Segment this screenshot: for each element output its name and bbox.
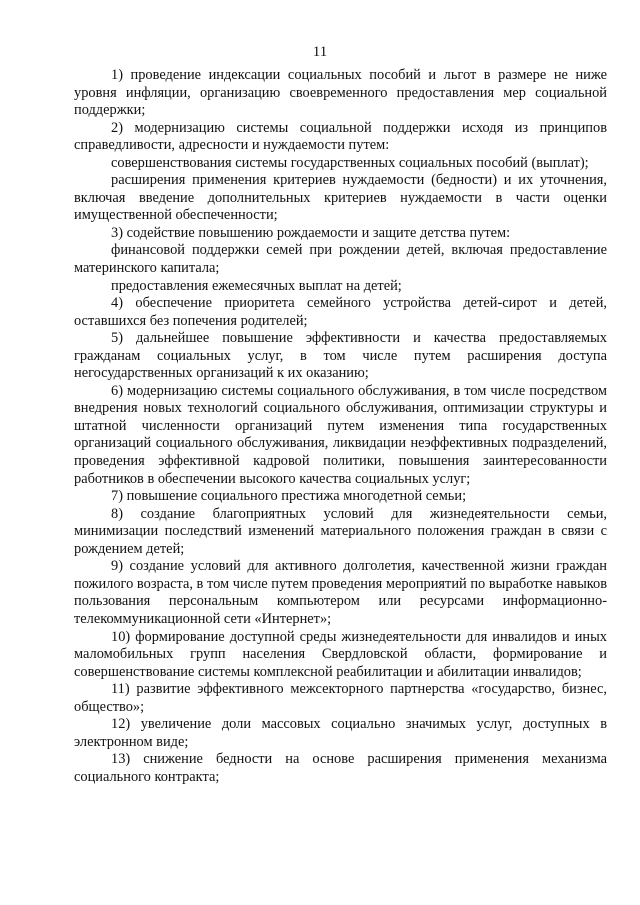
page-number: 11 xyxy=(312,44,328,60)
paragraph-item-12: 12) увеличение доли массовых социально значимых услуг, доступных в электронном виде; xyxy=(74,716,607,750)
paragraph-item-9: 9) создание условий для активного долголетия, качественной жизни граждан пожилого возраста, в том числе путем проведения мероприятий по выработке навыков пользования персональным компьютером или ресурсами информационно-телекоммуникационной сети «Интернет»; xyxy=(74,558,607,627)
paragraph-item-2: 2) модернизацию системы социальной поддержки исходя из принципов справедливости, адресности и нуждаемости путем: xyxy=(74,119,607,154)
paragraph-item-13: 13) снижение бедности на основе расширения применения механизма социального контракта; xyxy=(74,751,607,785)
paragraph-subitem-3a: финансовой поддержки семей при рождении детей, включая предоставление материнского капитала; xyxy=(74,242,607,277)
paragraph-item-5: 5) дальнейшее повышение эффективности и качества предоставляемых гражданам социальных услуг, в том числе путем расширения доступа негосударственных организаций к их оказанию; xyxy=(74,330,607,382)
paragraph-item-10: 10) формирование доступной среды жизнедеятельности для инвалидов и иных маломобильных групп населения Свердловской области, формирование и совершенствование системы комплексной реабилитации и абилитации инвалидов; xyxy=(74,628,607,680)
paragraph-item-8: 8) создание благоприятных условий для жизнедеятельности семьи, минимизации последствий изменений материального положения граждан в связи с рождением детей; xyxy=(74,505,607,557)
document-body xyxy=(74,67,607,786)
paragraph-item-1: 1) проведение индексации социальных пособий и льгот в размере не ниже уровня инфляции, организацию своевременного предоставления мер социальной поддержки; xyxy=(74,67,607,119)
paragraph-subitem-2b: расширения применения критериев нуждаемости (бедности) и их уточнения, включая введение дополнительных критериев нуждаемости в части оценки имущественной обеспеченности; xyxy=(74,172,607,224)
paragraph-subitem-2a: совершенствования системы государственных социальных пособий (выплат); xyxy=(111,154,589,171)
paragraph-item-7: 7) повышение социального престижа многодетной семьи; xyxy=(111,488,467,505)
paragraph-item-6: 6) модернизацию системы социального обслуживания, в том числе посредством внедрения новых технологий социального обслуживания, оптимизации структуры и штатной численности организаций путем изменения типа государственных организаций социального обслуживания, ликвидации неэффективных подразделений, проведения эффективной кадровой политики, повышения заинтересованности работников в обеспечении высокого качества социальных услуг; xyxy=(74,382,607,487)
paragraph-item-4: 4) обеспечение приоритета семейного устройства детей-сирот и детей, оставшихся без попечения родителей; xyxy=(74,295,607,329)
paragraph-subitem-3b: предоставления ежемесячных выплат на детей; xyxy=(111,277,402,294)
paragraph-item-11: 11) развитие эффективного межсекторного партнерства «государство, бизнес, общество»; xyxy=(74,681,607,715)
paragraph-item-3: 3) содействие повышению рождаемости и защите детства путем: xyxy=(111,224,511,241)
